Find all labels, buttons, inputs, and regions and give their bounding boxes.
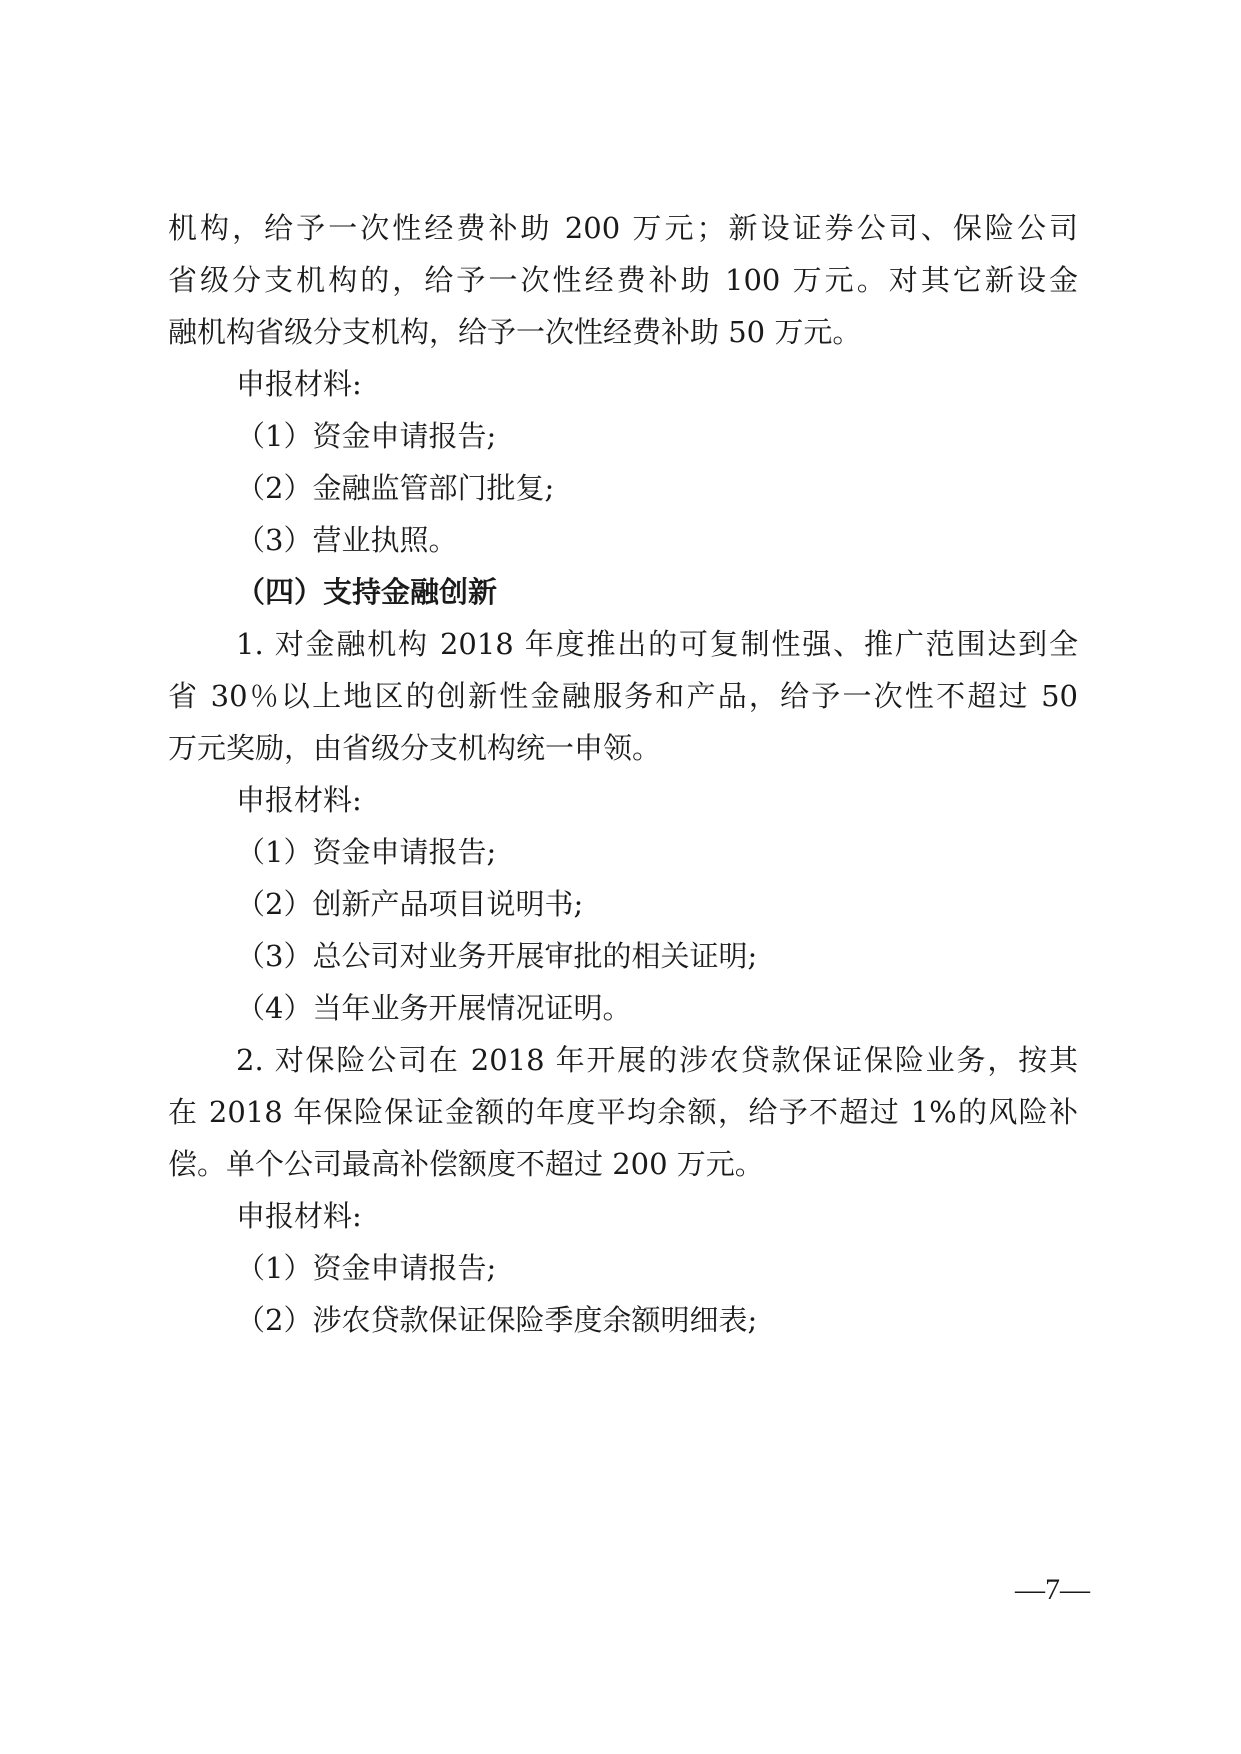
page-number: —7— [1015, 1573, 1090, 1606]
paragraph-line: 万元奖励，由省级分支机构统一申领。 [168, 731, 662, 765]
list-item: （1）资金申请报告; [236, 419, 497, 453]
paragraph-line: 2. 对保险公司在 2018 年开展的涉农贷款保证保险业务，按其 [236, 1043, 1078, 1077]
paragraph-line: 省 30％以上地区的创新性金融服务和产品，给予一次性不超过 50 [168, 679, 1078, 713]
paragraph-line: 融机构省级分支机构，给予一次性经费补助 50 万元。 [168, 315, 862, 349]
list-item: （3）营业执照。 [236, 523, 458, 557]
materials-heading: 申报材料: [236, 367, 362, 401]
list-item: （1）资金申请报告; [236, 835, 497, 869]
paragraph-line: 1. 对金融机构 2018 年度推出的可复制性强、推广范围达到全 [236, 627, 1078, 661]
materials-heading: 申报材料: [236, 1199, 362, 1233]
paragraph-line: 偿。单个公司最高补偿额度不超过 200 万元。 [168, 1147, 764, 1181]
section-heading: （四）支持金融创新 [236, 575, 498, 609]
list-item: （1）资金申请报告; [236, 1251, 497, 1285]
list-item: （3）总公司对业务开展审批的相关证明; [236, 939, 758, 973]
list-item: （2）金融监管部门批复; [236, 471, 555, 505]
list-item: （2）涉农贷款保证保险季度余额明细表; [236, 1303, 758, 1337]
list-item: （4）当年业务开展情况证明。 [236, 991, 632, 1025]
materials-heading: 申报材料: [236, 783, 362, 817]
paragraph-line: 省级分支机构的，给予一次性经费补助 100 万元。对其它新设金 [168, 263, 1078, 297]
paragraph-line: 在 2018 年保险保证金额的年度平均余额，给予不超过 1%的风险补 [168, 1095, 1078, 1129]
list-item: （2）创新产品项目说明书; [236, 887, 584, 921]
paragraph-line: 机构，给予一次性经费补助 200 万元；新设证券公司、保险公司 [168, 211, 1078, 245]
